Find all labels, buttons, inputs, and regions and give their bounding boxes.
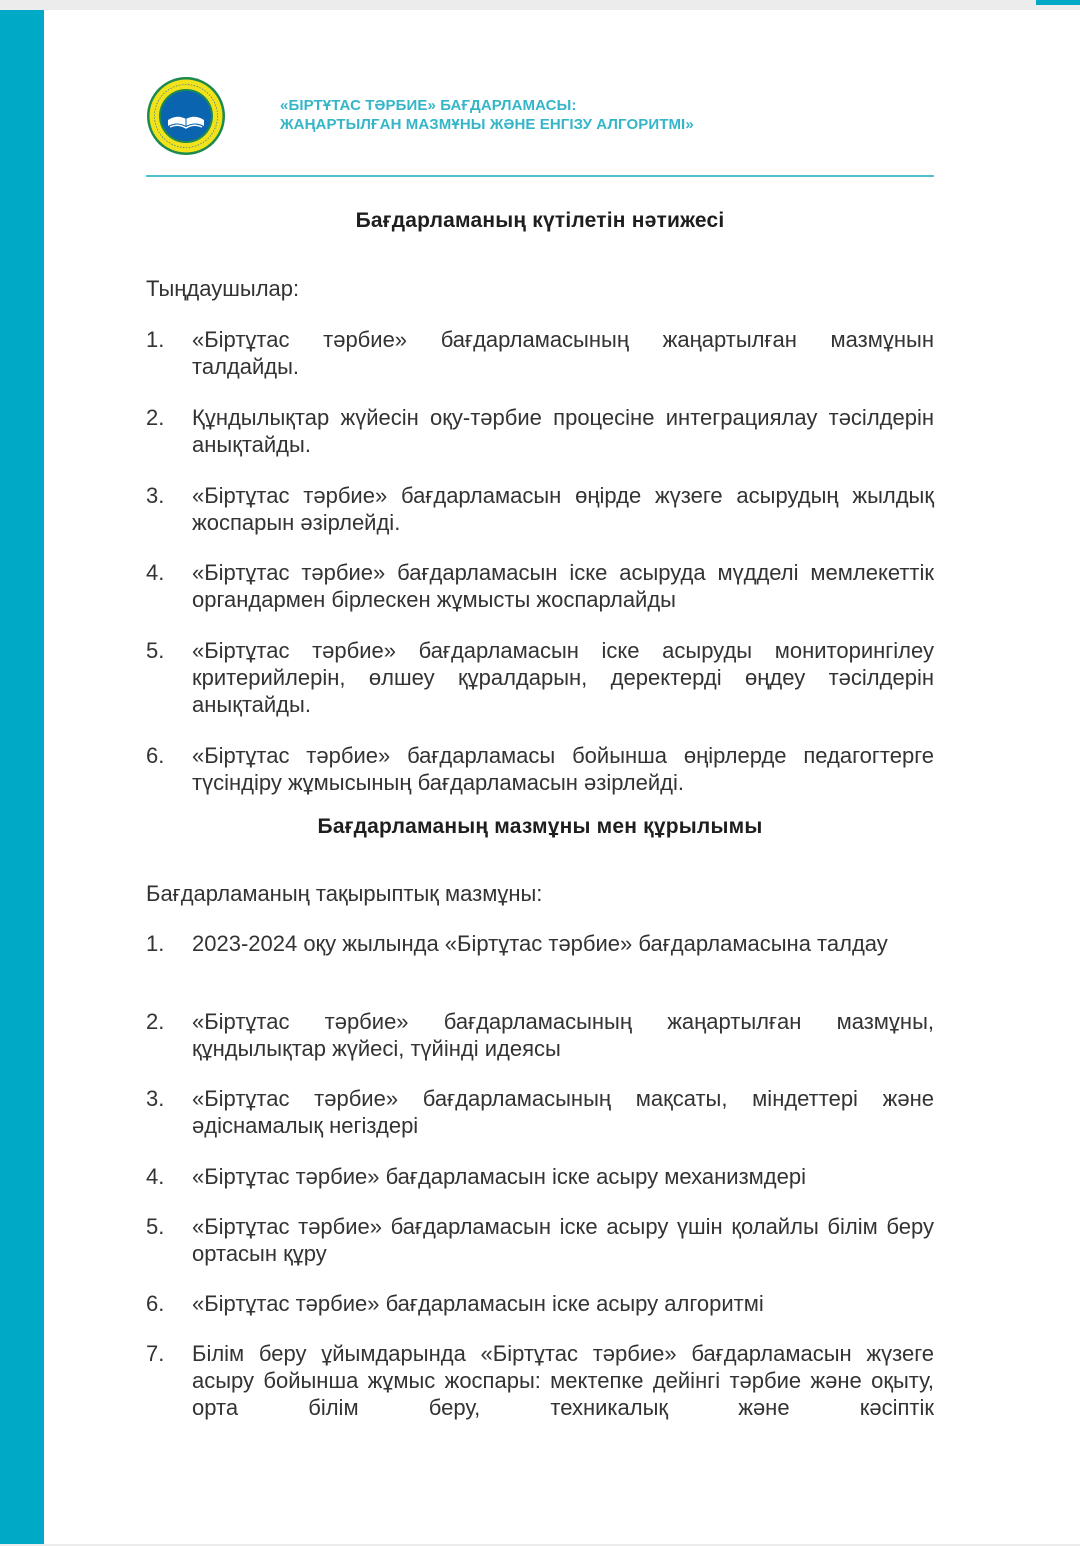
list-item (146, 559, 934, 613)
item-number: 4. (146, 560, 165, 585)
list-item (146, 482, 934, 536)
header-divider (146, 175, 934, 177)
item-number: 1. (146, 327, 165, 352)
item-text: «Біртұтас тәрбие» бағдарламасының жаңартылған мазмұнын талдайды. (192, 327, 934, 379)
header-title-line1: «БІРТҰТАС ТӘРБИЕ» БАҒДАРЛАМАСЫ: (280, 97, 577, 114)
item-text: Білім беру ұйымдарында «Біртұтас тәрбие» бағдарламасын жүзеге асыру бойынша жұмыс жоспары: мектепке дейінгі тәрбие және оқыту, орта білім беру, техникалық және кәсіптік (192, 1341, 934, 1420)
side-accent-bar (0, 10, 44, 1544)
item-text: Құндылықтар жүйесін оқу-тәрбие процесіне интеграциялау тәсілдерін анықтайды. (192, 405, 934, 457)
header-title-line2: ЖАҢАРТЫЛҒАН МАЗМҰНЫ ЖӘНЕ ЕНГІЗУ АЛГОРИТМІ» (280, 116, 694, 133)
item-number: 7. (146, 1341, 165, 1366)
item-number: 5. (146, 1214, 165, 1239)
item-text: «Біртұтас тәрбие» бағдарламасын іске асыруда мүдделі мемлекеттік органдармен бірлескен жұмысты жоспарлайды (192, 560, 934, 612)
item-text: «Біртұтас тәрбие» бағдарламасын өңірде жүзеге асырудың жылдық жоспарын әзірлейді. (192, 483, 934, 535)
item-number: 6. (146, 1291, 165, 1316)
list-item (146, 1290, 934, 1317)
emblem-book-icon (146, 76, 226, 156)
item-number: 4. (146, 1164, 165, 1189)
item-text: «Біртұтас тәрбие» бағдарламасының мақсаты, міндеттері және әдіснамалық негіздері (192, 1086, 934, 1138)
item-text: «Біртұтас тәрбие» бағдарламасының жаңартылған мазмұны, құндылықтар жүйесі, түйінді идеясы (192, 1009, 934, 1061)
list-item (146, 1085, 934, 1139)
section1-intro: Тыңдаушылар: (146, 276, 300, 301)
list-item (146, 637, 934, 718)
list-item (146, 1163, 934, 1190)
list-item (146, 930, 934, 957)
list-item (146, 404, 934, 458)
item-text: 2023-2024 оқу жылында «Біртұтас тәрбие» бағдарламасына талдау (192, 931, 888, 956)
top-accent-strip (1036, 0, 1080, 5)
section2-heading: Бағдарламаның мазмұны мен құрылымы (317, 815, 763, 838)
item-text: «Біртұтас тәрбие» бағдарламасы бойынша өңірлерде педагогтерге түсіндіру жұмысының бағдарламасын әзірлейді. (192, 743, 934, 795)
document-header-title (280, 96, 694, 134)
item-number: 1. (146, 931, 165, 956)
item-number: 2. (146, 1009, 165, 1034)
item-number: 3. (146, 1086, 165, 1111)
item-number: 2. (146, 405, 165, 430)
item-text: «Біртұтас тәрбие» бағдарламасын іске асыру алгоритмі (192, 1291, 764, 1316)
item-number: 3. (146, 483, 165, 508)
section1-heading: Бағдарламаның күтілетін нәтижесі (355, 209, 725, 232)
item-number: 6. (146, 743, 165, 768)
list-item (146, 1213, 934, 1267)
list-item (146, 326, 934, 380)
item-text: «Біртұтас тәрбие» бағдарламасын іске асыру үшін қолайлы білім беру ортасын құру (192, 1214, 934, 1266)
section2-intro: Бағдарламаның тақырыптық мазмұны: (146, 881, 543, 906)
document-page (0, 10, 1080, 1544)
item-text: «Біртұтас тәрбие» бағдарламасын іске асыру механизмдері (192, 1164, 806, 1189)
item-text: «Біртұтас тәрбие» бағдарламасын іске асыруды мониторингілеу критерийлерін, өлшеу құралдарын, деректерді өңдеу тәсілдерін анықтайды. (192, 638, 934, 717)
list-item (146, 1340, 934, 1421)
list-item (146, 1008, 934, 1062)
list-item (146, 742, 934, 796)
item-number: 5. (146, 638, 165, 663)
